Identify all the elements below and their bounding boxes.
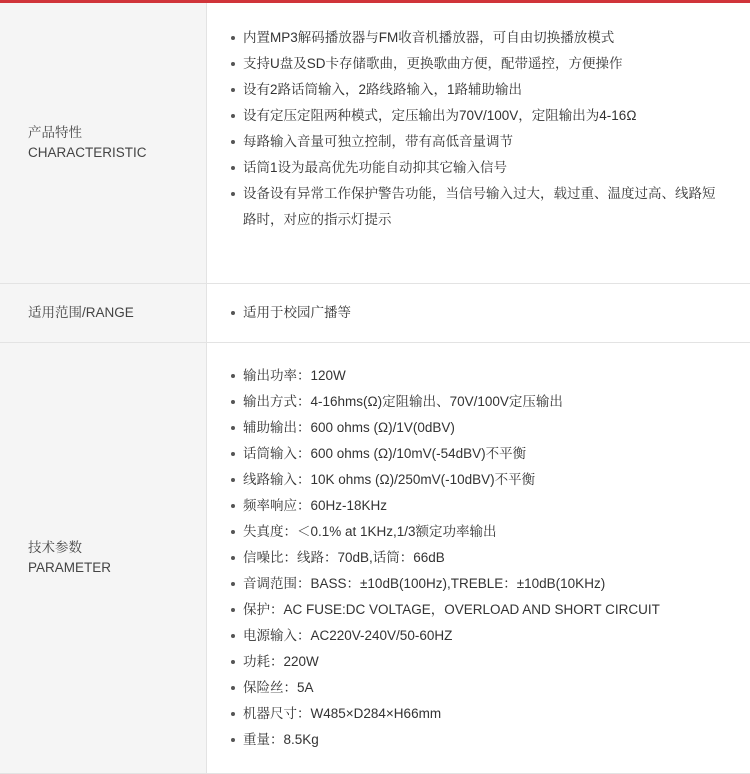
row-label-en: PARAMETER bbox=[28, 558, 206, 578]
list-item: 保护：AC FUSE:DC VOLTAGE，OVERLOAD AND SHORT CIRCUIT bbox=[229, 597, 726, 623]
list-item: 音调范围：BASS：±10dB(100Hz),TREBLE：±10dB(10KHz) bbox=[229, 571, 726, 597]
list-item: 内置MP3解码播放器与FM收音机播放器，可自由切换播放模式 bbox=[229, 25, 726, 51]
range-list bbox=[229, 300, 726, 326]
characteristic-list bbox=[229, 25, 726, 233]
row-label-cn: 产品特性 bbox=[28, 123, 206, 143]
row-label-parameter bbox=[0, 343, 207, 774]
list-item: 输出方式：4-16hms(Ω)定阻输出、70V/100V定压输出 bbox=[229, 389, 726, 415]
list-item: 适用于校园广播等 bbox=[229, 300, 726, 326]
list-item: 每路输入音量可独立控制，带有高低音量调节 bbox=[229, 129, 726, 155]
list-item: 设有定压定阻两种模式，定压输出为70V/100V，定阻输出为4-16Ω bbox=[229, 103, 726, 129]
list-item: 设备设有异常工作保护警告功能，当信号输入过大，载过重、温度过高、线路短路时，对应的指示灯提示 bbox=[229, 181, 726, 233]
row-label-characteristic bbox=[0, 3, 207, 284]
list-item: 重量：8.5Kg bbox=[229, 727, 726, 753]
table-row bbox=[0, 284, 750, 343]
table-row bbox=[0, 3, 750, 284]
list-item: 设有2路话筒输入，2路线路输入，1路辅助输出 bbox=[229, 77, 726, 103]
row-value-range bbox=[207, 284, 750, 343]
row-label-cn: 技术参数 bbox=[28, 538, 206, 558]
list-item: 话筒输入：600 ohms (Ω)/10mV(-54dBV)不平衡 bbox=[229, 441, 726, 467]
specification-table bbox=[0, 3, 750, 774]
table-row bbox=[0, 343, 750, 774]
row-value-characteristic bbox=[207, 3, 750, 284]
list-item: 信噪比：线路：70dB,话筒：66dB bbox=[229, 545, 726, 571]
row-label-range bbox=[0, 284, 207, 343]
row-value-parameter bbox=[207, 343, 750, 774]
list-item: 支持U盘及SD卡存储歌曲，更换歌曲方便，配带遥控，方便操作 bbox=[229, 51, 726, 77]
list-item: 保险丝：5A bbox=[229, 675, 726, 701]
parameter-list bbox=[229, 363, 726, 753]
list-item: 电源输入：AC220V-240V/50-60HZ bbox=[229, 623, 726, 649]
list-item: 失真度：＜0.1% at 1KHz,1/3额定功率输出 bbox=[229, 519, 726, 545]
list-item: 话筒1设为最高优先功能自动抑其它输入信号 bbox=[229, 155, 726, 181]
row-label-cn: 适用范围/RANGE bbox=[28, 303, 206, 323]
list-item: 功耗：220W bbox=[229, 649, 726, 675]
list-item: 机器尺寸：W485×D284×H66mm bbox=[229, 701, 726, 727]
list-item: 频率响应：60Hz-18KHz bbox=[229, 493, 726, 519]
list-item: 线路输入：10K ohms (Ω)/250mV(-10dBV)不平衡 bbox=[229, 467, 726, 493]
list-item: 辅助输出：600 ohms (Ω)/1V(0dBV) bbox=[229, 415, 726, 441]
row-label-en: CHARACTERISTIC bbox=[28, 143, 206, 163]
list-item: 输出功率：120W bbox=[229, 363, 726, 389]
